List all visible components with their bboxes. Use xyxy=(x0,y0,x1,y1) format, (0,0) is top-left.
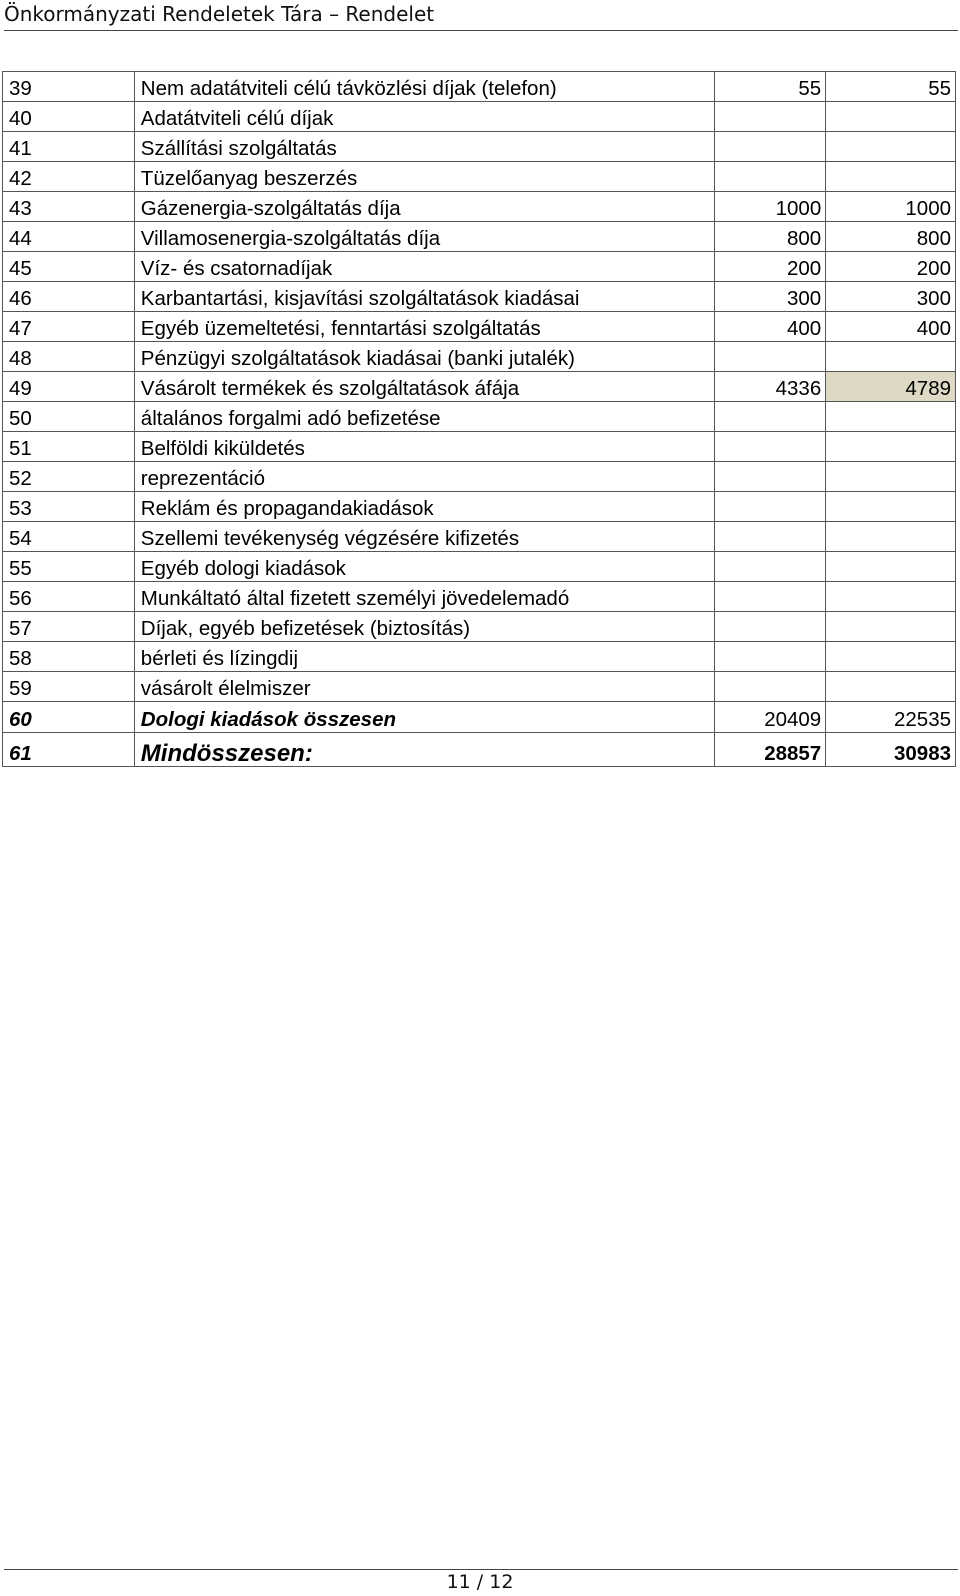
row-value-1 xyxy=(714,522,826,552)
row-number: 41 xyxy=(3,132,135,162)
row-value-1 xyxy=(714,672,826,702)
row-number: 56 xyxy=(3,582,135,612)
row-number: 44 xyxy=(3,222,135,252)
row-value-2: 1000 xyxy=(826,192,956,222)
row-value-2-highlighted: 4789 xyxy=(826,372,956,402)
table-row xyxy=(3,582,956,612)
row-value-1: 300 xyxy=(714,282,826,312)
table-row xyxy=(3,162,956,192)
table-row xyxy=(3,462,956,492)
footer-divider xyxy=(4,1569,958,1570)
row-label: Mindösszesen: xyxy=(134,733,714,767)
row-label: Pénzügyi szolgáltatások kiadásai (banki jutalék) xyxy=(134,342,714,372)
row-value-1 xyxy=(714,162,826,192)
row-value-1 xyxy=(714,612,826,642)
row-value-1 xyxy=(714,432,826,462)
row-number: 53 xyxy=(3,492,135,522)
row-label: Munkáltató által fizetett személyi jövedelemadó xyxy=(134,582,714,612)
row-value-1 xyxy=(714,642,826,672)
row-value-2: 400 xyxy=(826,312,956,342)
row-number: 42 xyxy=(3,162,135,192)
row-number: 60 xyxy=(3,702,135,733)
row-number: 43 xyxy=(3,192,135,222)
grand-total-row xyxy=(3,733,956,767)
row-value-2 xyxy=(826,162,956,192)
row-value-2 xyxy=(826,132,956,162)
table-row xyxy=(3,132,956,162)
row-label: Karbantartási, kisjavítási szolgáltatások kiadásai xyxy=(134,282,714,312)
row-number: 61 xyxy=(3,733,135,767)
row-label: Egyéb üzemeltetési, fenntartási szolgáltatás xyxy=(134,312,714,342)
row-number: 47 xyxy=(3,312,135,342)
row-label: bérleti és lízingdij xyxy=(134,642,714,672)
row-value-2 xyxy=(826,522,956,552)
row-value-2 xyxy=(826,612,956,642)
row-value-1 xyxy=(714,402,826,432)
table-row xyxy=(3,192,956,222)
page-number: 11 / 12 xyxy=(446,1571,514,1593)
page-header-title: Önkormányzati Rendeletek Tára – Rendelet xyxy=(4,2,435,26)
table-row xyxy=(3,312,956,342)
row-number: 59 xyxy=(3,672,135,702)
table-row xyxy=(3,252,956,282)
row-value-2 xyxy=(826,462,956,492)
row-number: 45 xyxy=(3,252,135,282)
row-value-1: 400 xyxy=(714,312,826,342)
row-label: Tüzelőanyag beszerzés xyxy=(134,162,714,192)
row-value-2 xyxy=(826,102,956,132)
row-value-2 xyxy=(826,672,956,702)
row-label: Szellemi tevékenység végzésére kifizetés xyxy=(134,522,714,552)
row-label: vásárolt élelmiszer xyxy=(134,672,714,702)
row-value-1: 4336 xyxy=(714,372,826,402)
table-row xyxy=(3,402,956,432)
row-number: 51 xyxy=(3,432,135,462)
row-value-2: 300 xyxy=(826,282,956,312)
table-row xyxy=(3,372,956,402)
row-label: általános forgalmi adó befizetése xyxy=(134,402,714,432)
row-label: Gázenergia-szolgáltatás díja xyxy=(134,192,714,222)
table-row xyxy=(3,642,956,672)
row-label: Villamosenergia-szolgáltatás díja xyxy=(134,222,714,252)
row-value-1: 20409 xyxy=(714,702,826,733)
row-number: 54 xyxy=(3,522,135,552)
row-value-1 xyxy=(714,132,826,162)
table-row xyxy=(3,672,956,702)
budget-table xyxy=(2,71,956,767)
row-label: Dologi kiadások összesen xyxy=(134,702,714,733)
subtotal-row xyxy=(3,702,956,733)
table-row xyxy=(3,102,956,132)
row-value-2: 55 xyxy=(826,72,956,102)
row-value-1 xyxy=(714,102,826,132)
row-number: 58 xyxy=(3,642,135,672)
table-row xyxy=(3,552,956,582)
row-number: 52 xyxy=(3,462,135,492)
row-number: 50 xyxy=(3,402,135,432)
row-value-1 xyxy=(714,342,826,372)
row-label: Díjak, egyéb befizetések (biztosítás) xyxy=(134,612,714,642)
row-value-1 xyxy=(714,492,826,522)
table-row xyxy=(3,342,956,372)
row-label: Belföldi kiküldetés xyxy=(134,432,714,462)
row-label: Egyéb dologi kiadások xyxy=(134,552,714,582)
row-label: Adatátviteli célú díjak xyxy=(134,102,714,132)
table-row xyxy=(3,222,956,252)
row-value-1: 55 xyxy=(714,72,826,102)
row-number: 57 xyxy=(3,612,135,642)
table-row xyxy=(3,72,956,102)
table-row xyxy=(3,522,956,552)
row-label: Víz- és csatornadíjak xyxy=(134,252,714,282)
row-value-1: 200 xyxy=(714,252,826,282)
row-label: Vásárolt termékek és szolgáltatások áfája xyxy=(134,372,714,402)
row-value-2 xyxy=(826,582,956,612)
row-value-1: 800 xyxy=(714,222,826,252)
row-label: reprezentáció xyxy=(134,462,714,492)
row-value-1 xyxy=(714,462,826,492)
table-row xyxy=(3,282,956,312)
row-number: 39 xyxy=(3,72,135,102)
row-number: 48 xyxy=(3,342,135,372)
row-value-2 xyxy=(826,552,956,582)
row-number: 46 xyxy=(3,282,135,312)
row-value-2 xyxy=(826,432,956,462)
row-value-2: 200 xyxy=(826,252,956,282)
row-value-2 xyxy=(826,492,956,522)
row-value-2: 30983 xyxy=(826,733,956,767)
row-value-1 xyxy=(714,552,826,582)
table-row xyxy=(3,432,956,462)
row-number: 49 xyxy=(3,372,135,402)
row-value-1 xyxy=(714,582,826,612)
row-value-1: 28857 xyxy=(714,733,826,767)
row-label: Nem adatátviteli célú távközlési díjak (telefon) xyxy=(134,72,714,102)
row-value-2: 800 xyxy=(826,222,956,252)
row-value-1: 1000 xyxy=(714,192,826,222)
row-label: Reklám és propagandakiadások xyxy=(134,492,714,522)
header-divider xyxy=(4,30,958,31)
row-value-2: 22535 xyxy=(826,702,956,733)
table-row xyxy=(3,492,956,522)
row-number: 40 xyxy=(3,102,135,132)
row-value-2 xyxy=(826,642,956,672)
table-row xyxy=(3,612,956,642)
row-number: 55 xyxy=(3,552,135,582)
row-value-2 xyxy=(826,342,956,372)
row-value-2 xyxy=(826,402,956,432)
row-label: Szállítási szolgáltatás xyxy=(134,132,714,162)
